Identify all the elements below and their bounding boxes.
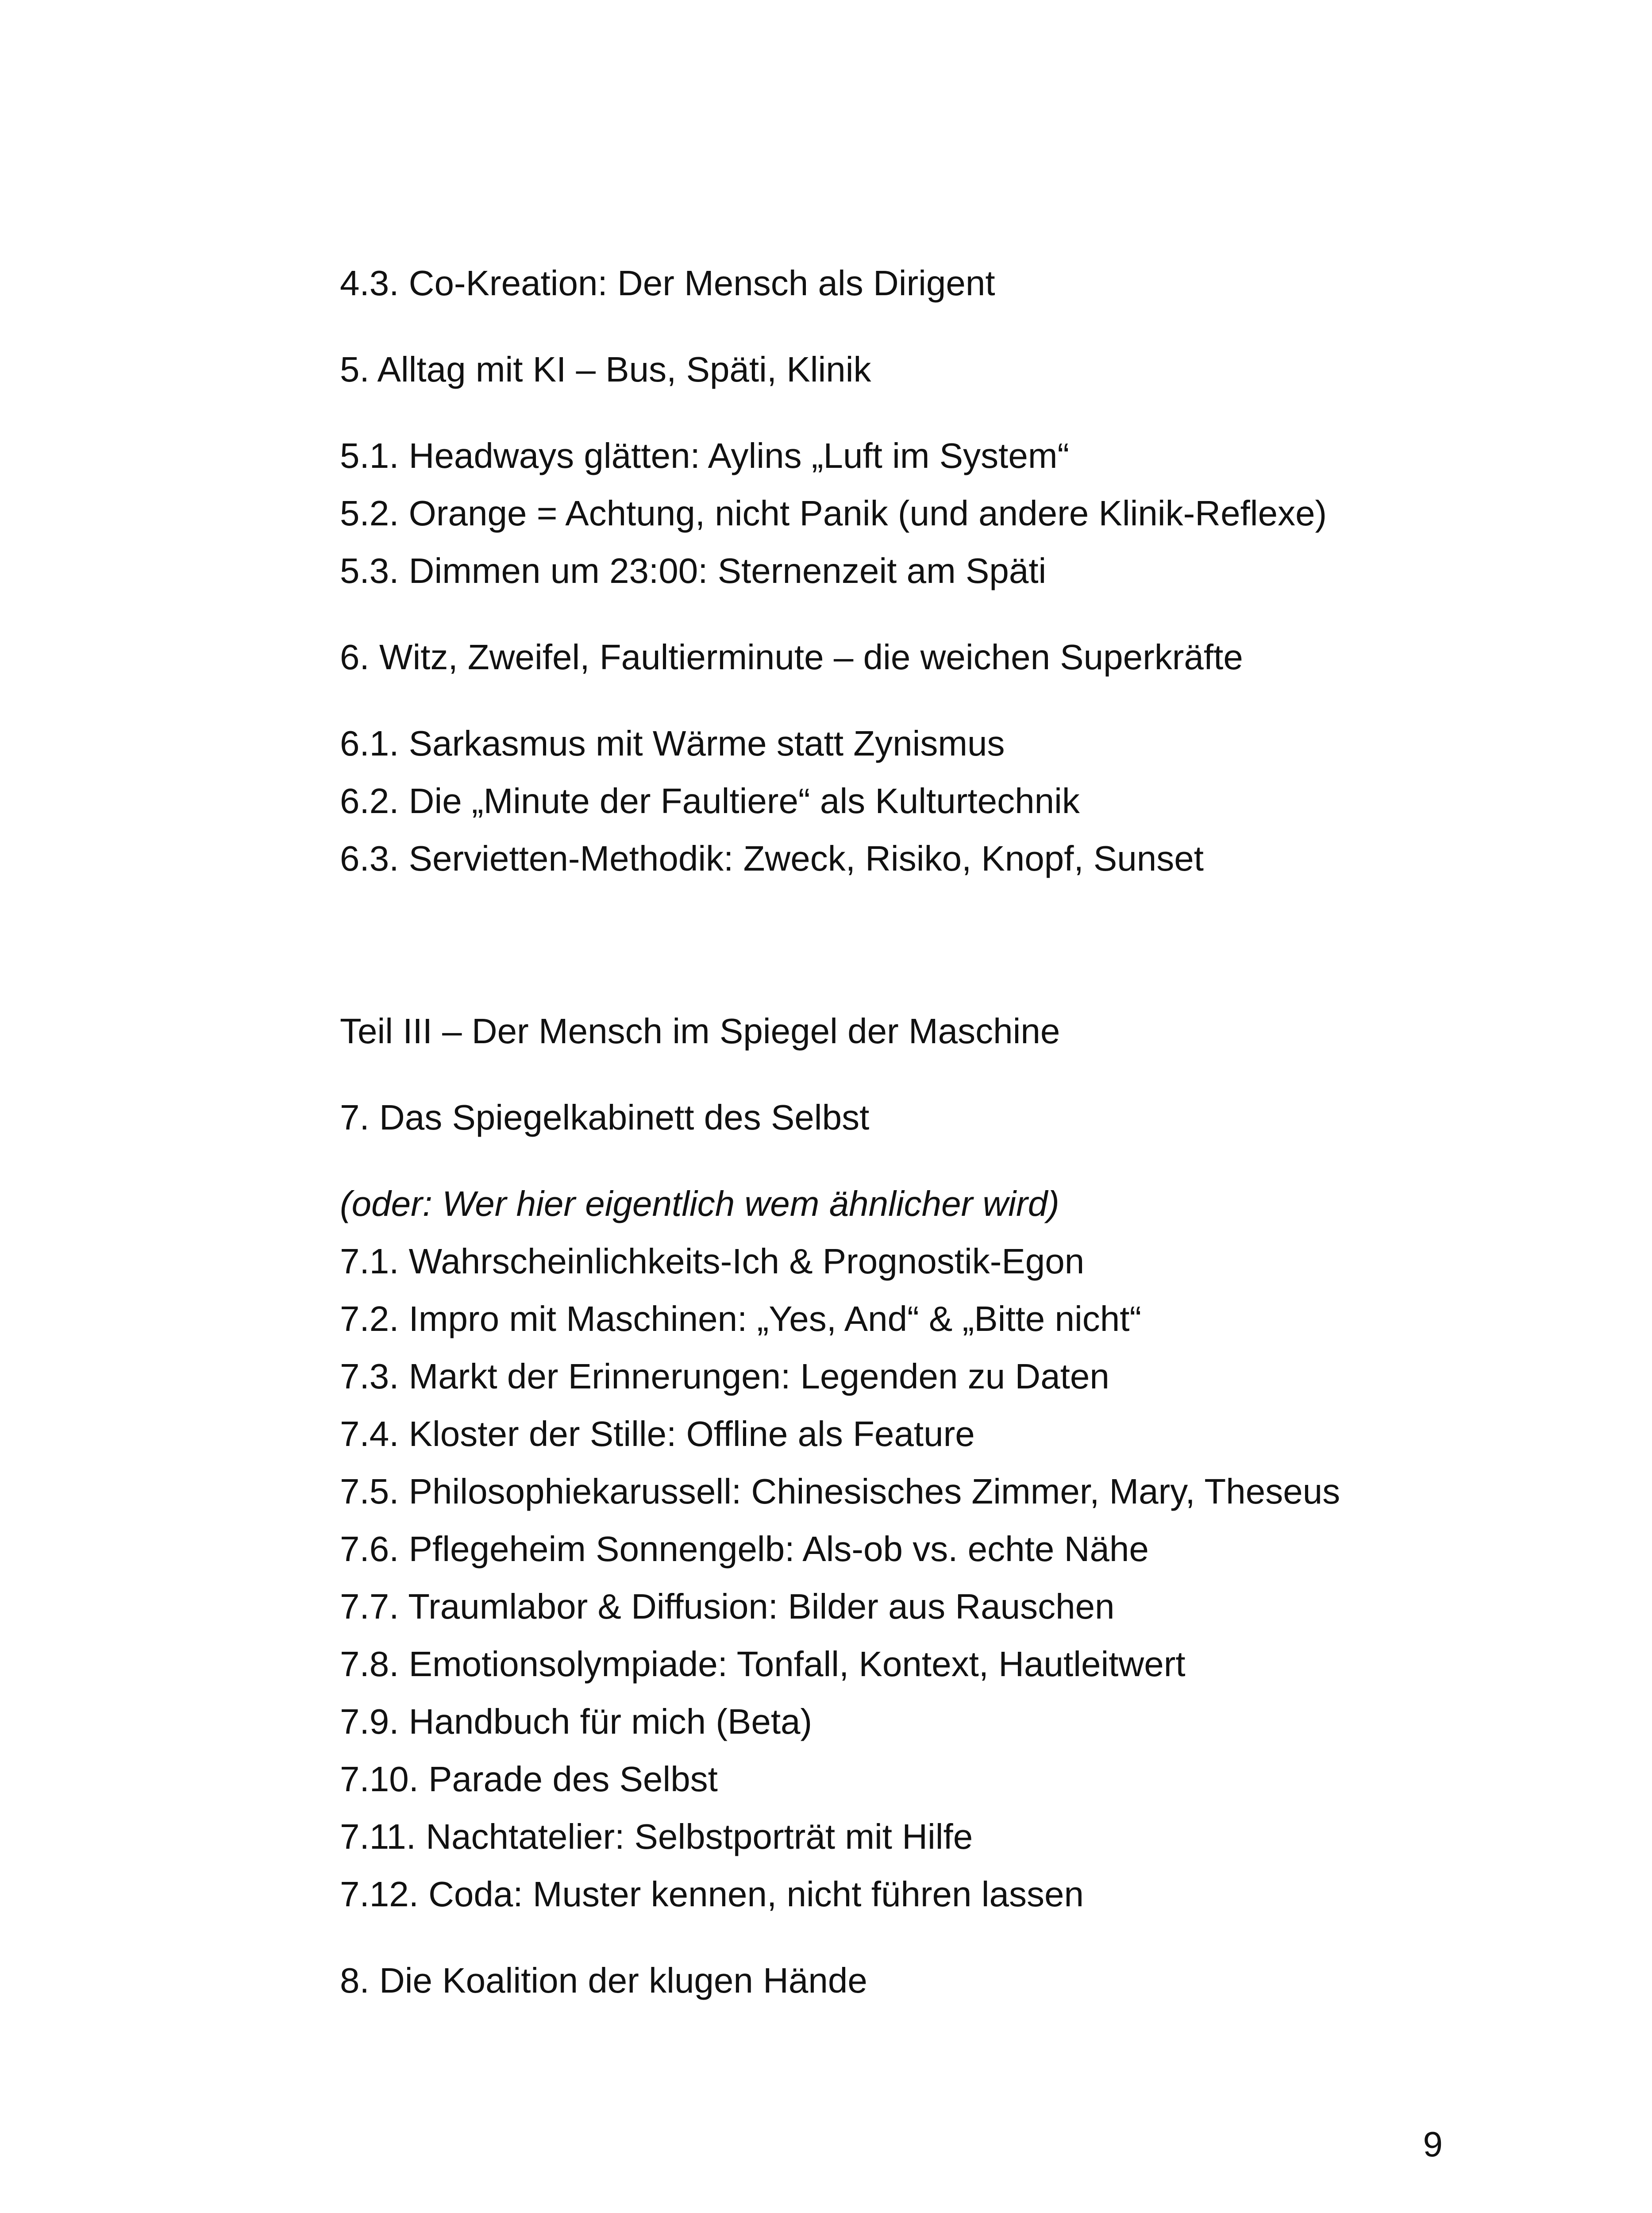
page-number: 9	[1423, 2124, 1443, 2164]
toc-entry: 8. Die Koalition der klugen Hände	[340, 1961, 867, 2000]
toc-entry: 7.6. Pflegeheim Sonnengelb: Als-ob vs. echte Nähe	[340, 1529, 1149, 1569]
toc-entry: 7.3. Markt der Erinnerungen: Legenden zu Daten	[340, 1357, 1109, 1396]
toc-entry: 7.8. Emotionsolympiade: Tonfall, Kontext, Hautleitwert	[340, 1644, 1186, 1684]
toc-entry: 5.2. Orange = Achtung, nicht Panik (und andere Klinik-Reflexe)	[340, 493, 1327, 533]
toc-part-heading: Teil III – Der Mensch im Spiegel der Maschine	[340, 1011, 1060, 1051]
toc-entry: 6.1. Sarkasmus mit Wärme statt Zynismus	[340, 724, 1005, 763]
toc-entry: 7.1. Wahrscheinlichkeits-Ich & Prognostik-Egon	[340, 1241, 1085, 1281]
toc-entry: 7.7. Traumlabor & Diffusion: Bilder aus Rauschen	[340, 1587, 1115, 1626]
toc-entry: 7.10. Parade des Selbst	[340, 1759, 718, 1799]
toc-entry: 7.4. Kloster der Stille: Offline als Feature	[340, 1414, 975, 1453]
toc-entry: 7.9. Handbuch für mich (Beta)	[340, 1702, 813, 1741]
toc-entry: 5. Alltag mit KI – Bus, Späti, Klinik	[340, 350, 871, 389]
toc-entry: 5.3. Dimmen um 23:00: Sternenzeit am Späti	[340, 551, 1047, 590]
toc-entry: 4.3. Co-Kreation: Der Mensch als Dirigent	[340, 263, 995, 303]
toc-entry: 7.11. Nachtatelier: Selbstporträt mit Hilfe	[340, 1817, 973, 1856]
toc-entry: 7.2. Impro mit Maschinen: „Yes, And“ & „Bitte nicht“	[340, 1299, 1142, 1338]
toc-entry: 7. Das Spiegelkabinett des Selbst	[340, 1098, 870, 1137]
toc-entry: 7.5. Philosophiekarussell: Chinesisches Zimmer, Mary, Theseus	[340, 1472, 1340, 1511]
toc-entry: 6.3. Servietten-Methodik: Zweck, Risiko, Knopf, Sunset	[340, 839, 1204, 878]
toc-entry: 7.12. Coda: Muster kennen, nicht führen lassen	[340, 1874, 1084, 1914]
toc-subtitle: (oder: Wer hier eigentlich wem ähnlicher wird)	[340, 1184, 1059, 1223]
toc-entry: 5.1. Headways glätten: Aylins „Luft im System“	[340, 436, 1070, 475]
toc-entry: 6.2. Die „Minute der Faultiere“ als Kulturtechnik	[340, 781, 1080, 821]
toc-entry: 6. Witz, Zweifel, Faultierminute – die weichen Superkräfte	[340, 637, 1243, 677]
